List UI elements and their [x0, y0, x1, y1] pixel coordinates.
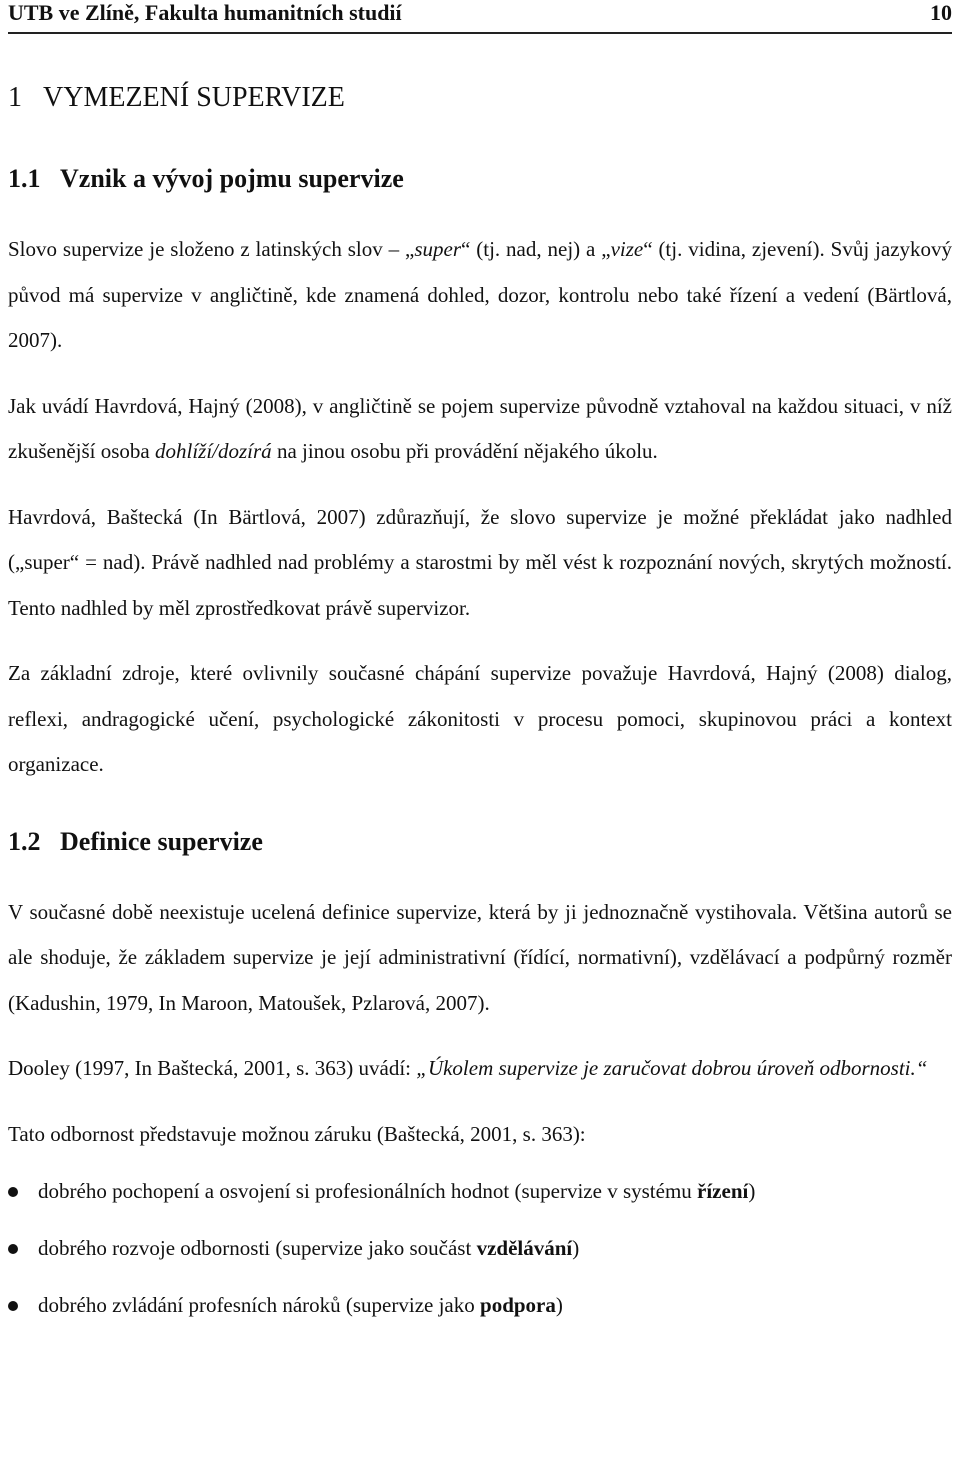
- text-run: na jinou osobu při provádění nějakého úkolu.: [271, 439, 658, 463]
- chapter-number: 1: [8, 82, 22, 113]
- text-run: dobrého pochopení a osvojení si profesionálních hodnot (supervize v systému: [38, 1179, 698, 1203]
- paragraph-origin: [8, 227, 952, 364]
- text-run: ): [748, 1179, 756, 1203]
- paragraph-definice: V současné době neexistuje ucelená definice supervize, která by ji jednoznačně vystihovala. Většina autorů se ale shoduje, že základem supervize je její administrativní (řídící, normativní), vzdělávací a podpůrný rozměr (Kadushin, 1979, In Maroon, Matoušek, Pzlarová, 2007).: [8, 899, 952, 1015]
- list-item: [8, 1234, 952, 1262]
- bold-term: podpora: [480, 1293, 556, 1317]
- bold-term: vzdělávání: [476, 1236, 573, 1260]
- text-run: “ (tj. vidina, zjevení). Svůj jazykový původ má supervize v angličtině, kde znamená dohled, dozor, kontrolu nebo také řízení a vedení (Bärtlová, 2007).: [8, 237, 953, 352]
- chapter-heading: [8, 74, 952, 122]
- text-run: Jak uvádí Havrdová, Hajný (2008), v angličtině se pojem supervize původně vztahoval na každou situaci, v níž zkušenější osoba: [8, 393, 952, 463]
- paragraph-odbornost: Tato odbornost představuje možnou záruku (Baštecká, 2001, s. 363):: [8, 1121, 586, 1146]
- bold-term: řízení: [697, 1179, 749, 1203]
- paragraph-dooley: [8, 1046, 952, 1092]
- term-vize: vize: [610, 237, 644, 261]
- section-heading-1-2: [8, 822, 952, 862]
- text-run: dobrého rozvoje odbornosti (supervize jako součást: [38, 1236, 477, 1260]
- page-body: [8, 74, 952, 1348]
- section-heading-1-1: [8, 159, 952, 199]
- quote: „Úkolem supervize je zaručovat dobrou úroveň odbornosti.“: [416, 1056, 928, 1080]
- text-run: ): [572, 1236, 580, 1260]
- header-institution: UTB ve Zlíně, Fakulta humanitních studií: [8, 0, 402, 25]
- paragraph-havrdova: [8, 384, 952, 475]
- text-run: Slovo supervize je složeno z latinských slov – „: [8, 237, 415, 261]
- list-item: [8, 1177, 952, 1205]
- term-super: super: [414, 237, 462, 261]
- page-header: [8, 0, 952, 34]
- section-number: 1.1: [8, 164, 41, 193]
- section-number: 1.2: [8, 826, 41, 856]
- text-run: “ (tj. nad, nej) a „: [461, 237, 611, 261]
- section-title: Definice supervize: [60, 826, 263, 856]
- text-run: Dooley (1997, In Baštecká, 2001, s. 363) uvádí:: [8, 1056, 417, 1080]
- page-number: 10: [930, 0, 952, 25]
- section-title: Vznik a vývoj pojmu supervize: [60, 164, 404, 193]
- text-run: dobrého zvládání profesních nároků (supervize jako: [38, 1293, 481, 1317]
- term-dohlizi: dohlíží/dozírá: [154, 439, 272, 463]
- bullet-list: [8, 1177, 952, 1319]
- paragraph-nadhled: Havrdová, Baštecká (In Bärtlová, 2007) zdůrazňují, že slovo supervize je možné překládat jako nadhled („super“ = nad). Právě nadhled nad problémy a starostmi by měl vést k rozpoznání nových, skrytých možností. Tento nadhled by měl zprostředkovat právě supervizor.: [8, 504, 952, 620]
- paragraph-zdroje: Za základní zdroje, které ovlivnily současné chápání supervize považuje Havrdová, Hajný (2008) dialog, reflexi, andragogické učení, psychologické zákonitosti v procesu pomoci, skupinovou práci a kontext organizace.: [8, 661, 952, 776]
- chapter-title: VYMEZENÍ SUPERVIZE: [43, 82, 345, 113]
- text-run: ): [555, 1293, 563, 1317]
- list-item: [8, 1291, 952, 1319]
